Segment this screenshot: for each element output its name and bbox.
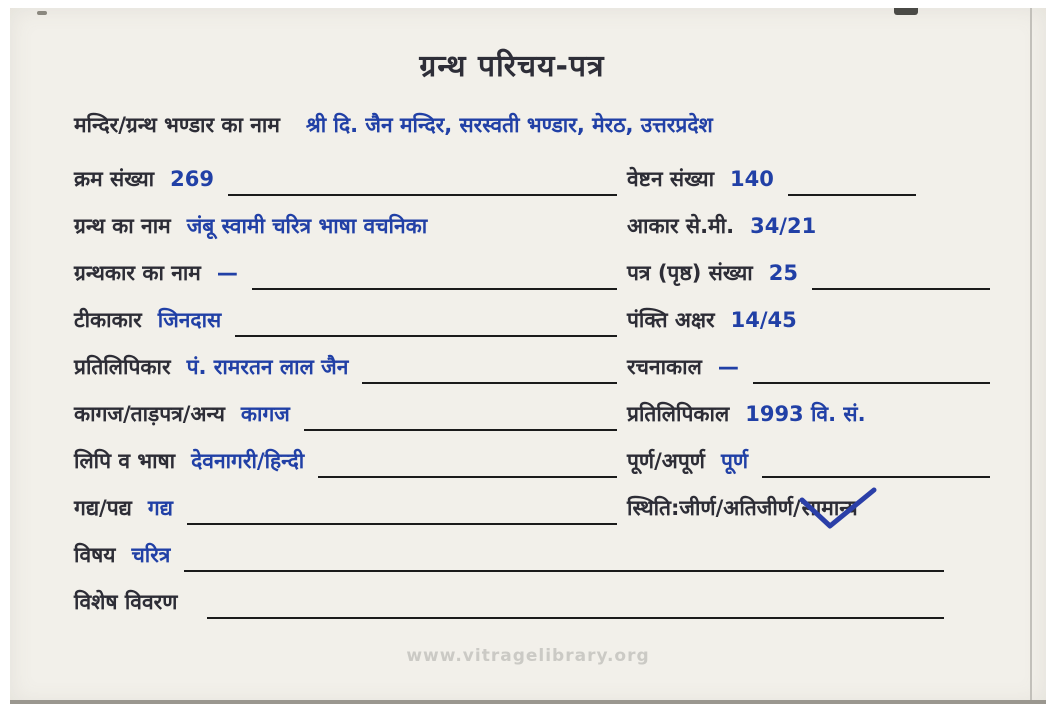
scanned-catalog-card: [10, 8, 1046, 704]
field-size-cm: [627, 212, 990, 259]
page-count-value: 25: [768, 261, 798, 285]
material-label: कागज/ताड़पत्र/अन्य: [74, 402, 225, 426]
card-content: [10, 8, 1046, 704]
row-special-details: [74, 588, 990, 635]
watermark-text: www.vitragelibrary.org: [406, 646, 650, 666]
fill-line: [235, 335, 617, 337]
fill-line: [228, 194, 617, 196]
subject-label: विषय: [74, 543, 116, 567]
field-script-language: [74, 447, 627, 494]
completeness-value: पूर्ण: [720, 449, 749, 473]
granth-name-value: जंबू स्वामी चरित्र भाषा वचनिका: [186, 214, 428, 238]
composition-era-value: —: [717, 355, 739, 379]
row-material-copyera: [74, 400, 990, 447]
fill-line: [788, 194, 916, 196]
fill-line: [753, 382, 990, 384]
lines-characters-label: पंक्ति अक्षर: [627, 308, 715, 332]
row-subject: [74, 541, 990, 588]
size-label: आकार से.मी.: [627, 214, 735, 238]
field-author-name: [74, 259, 627, 306]
serial-label: क्रम संख्या: [74, 167, 155, 191]
row-name-size: [74, 212, 990, 259]
fill-line: [304, 429, 617, 431]
fill-line: [187, 523, 617, 525]
repository-label: मन्दिर/ग्रन्थ भण्डार का नाम: [74, 113, 280, 137]
scribe-value: पं. रामरतन लाल जैन: [186, 355, 349, 379]
special-details-label: विशेष विवरण: [74, 590, 178, 614]
composition-era-label: रचनाकाल: [627, 355, 702, 379]
repository-value: श्री दि. जैन मन्दिर, सरस्वती भण्डार, मेरठ, उत्तरप्रदेश: [305, 113, 713, 137]
field-special-details: [74, 588, 990, 635]
fill-line: [362, 382, 617, 384]
serial-value: 269: [170, 167, 214, 191]
field-scribe: [74, 353, 627, 400]
fill-line: [207, 617, 944, 619]
page-title: ग्रन्थ परिचय-पत्र: [419, 49, 605, 84]
subject-value: चरित्र: [131, 543, 171, 567]
row-serial-bundle: [74, 165, 990, 212]
copying-era-value: 1993 वि. सं.: [745, 402, 866, 426]
fill-line: [184, 570, 944, 572]
fill-line: [318, 476, 617, 478]
page-count-label: पत्र (पृष्ठ) संख्या: [627, 261, 753, 285]
field-subject: [74, 541, 990, 588]
field-commentator: [74, 306, 627, 353]
completeness-label: पूर्ण/अपूर्ण: [627, 449, 705, 473]
scribe-label: प्रतिलिपिकार: [74, 355, 171, 379]
row-prose-condition: [74, 494, 990, 541]
row-scribe-composition: [74, 353, 990, 400]
condition-label: स्थिति:जीर्ण/अतिजीर्ण/: [627, 496, 801, 520]
material-value: कागज: [240, 402, 290, 426]
field-lines-characters: [627, 306, 990, 353]
field-prose-verse: [74, 494, 627, 541]
field-serial-number: [74, 165, 627, 212]
bundle-value: 140: [730, 167, 774, 191]
condition-checked-option: [802, 494, 858, 522]
fill-line: [812, 288, 990, 290]
field-material: [74, 400, 627, 447]
field-completeness: [627, 447, 990, 494]
condition-checked-label: सामान्य: [801, 496, 858, 520]
field-condition: [627, 494, 990, 541]
fill-line: [252, 288, 617, 290]
granth-name-label: ग्रन्थ का नाम: [74, 214, 171, 238]
field-copying-era: [627, 400, 990, 447]
script-language-label: लिपि व भाषा: [74, 449, 176, 473]
field-granth-name: [74, 212, 627, 259]
row-commentator-lines: [74, 306, 990, 353]
commentator-value: जिनदास: [157, 308, 222, 332]
author-label: ग्रन्थकार का नाम: [74, 261, 201, 285]
lines-characters-value: 14/45: [730, 308, 797, 332]
field-page-count: [627, 259, 990, 306]
fill-line: [762, 476, 990, 478]
row-author-pages: [74, 259, 990, 306]
size-value: 34/21: [750, 214, 817, 238]
author-value: —: [216, 261, 238, 285]
copying-era-label: प्रतिलिपिकाल: [627, 402, 730, 426]
field-bundle-number: [627, 165, 990, 212]
script-language-value: देवनागरी/हिन्दी: [191, 449, 305, 473]
field-repository-name: [74, 111, 990, 157]
bundle-label: वेष्टन संख्या: [627, 167, 715, 191]
row-script-completeness: [74, 447, 990, 494]
commentator-label: टीकाकार: [74, 308, 142, 332]
prose-verse-value: गद्य: [147, 496, 173, 520]
prose-verse-label: गद्य/पद्य: [74, 496, 132, 520]
field-composition-era: [627, 353, 990, 400]
